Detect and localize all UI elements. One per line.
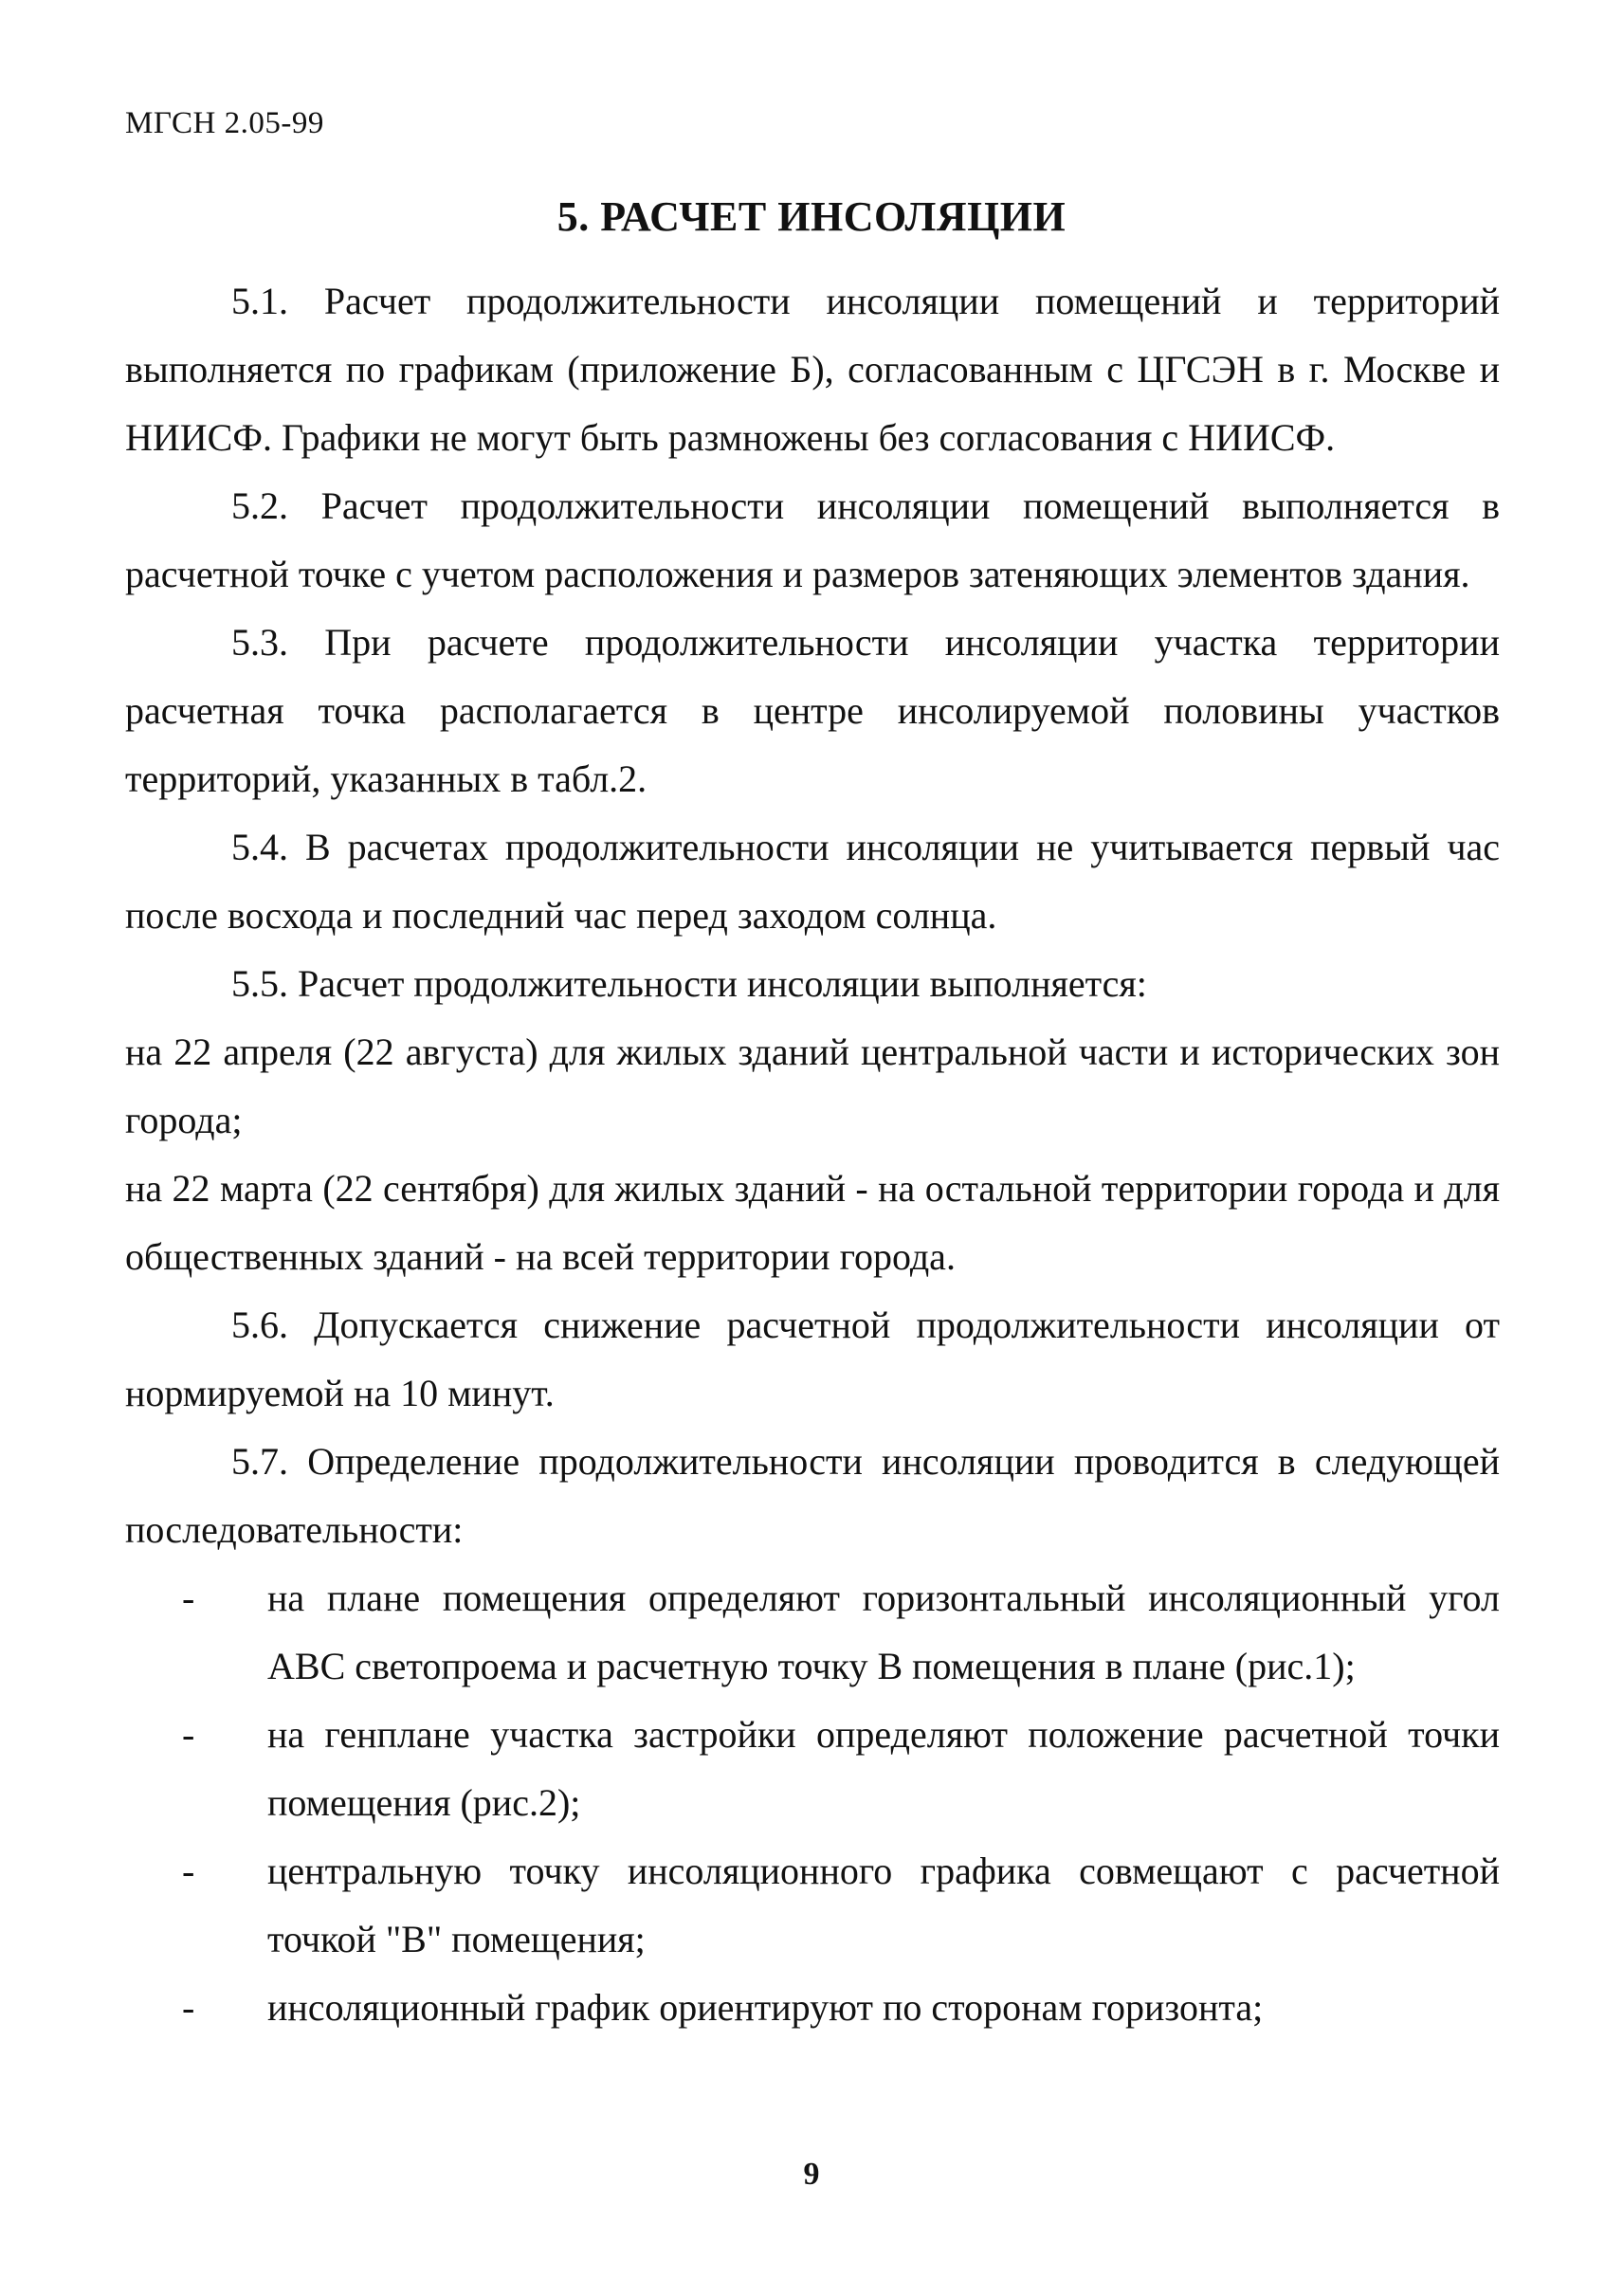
dash-marker: - [182,1576,195,1619]
list-item [182,1564,1500,1701]
list-item-text: центральную точку инсоляционного графика совмещают с расчетной точкой "В" помещения; [267,1850,1500,1960]
section-title: 5. РАСЧЕТ ИНСОЛЯЦИИ [556,193,1067,240]
dash-marker: - [182,1986,195,2029]
paragraph-march-september: на 22 марта (22 сентября) для жилых зданий - на остальной территории города и для общественных зданий - на всей территории города. [125,1167,1500,1278]
paragraph-5-2: 5.2. Расчет продолжительности инсоляции помещений выполняется в расчетной точке с учетом расположения и размеров затеняющих элементов здания. [125,484,1500,595]
list-item-text: на плане помещения определяют горизонтальный инсоляционный угол АВС светопроема и расчетную точку В помещения в плане (рис.1); [267,1576,1500,1687]
paragraph-5-4: 5.4. В расчетах продолжительности инсоляции не учитывается первый час после восхода и последний час перед заходом солнца. [125,826,1500,937]
document-code-header: МГСН 2.05-99 [125,106,324,140]
paragraph-5-5: 5.5. Расчет продолжительности инсоляции выполняется: [231,962,1147,1005]
document-body [125,267,1500,2042]
list-item-text: на генплане участка застройки определяют положение расчетной точки помещения (рис.2); [267,1713,1500,1824]
paragraph-5-7: 5.7. Определение продолжительности инсоляции проводится в следующей последовательности: [125,1440,1500,1551]
paragraph-5-3: 5.3. При расчете продолжительности инсоляции участка территории расчетная точка располагается в центре инсолируемой половины участков территорий, указанных в табл.2. [125,621,1500,800]
list-item [182,1974,1500,2042]
dash-marker: - [182,1850,195,1892]
paragraph-5-6: 5.6. Допускается снижение расчетной продолжительности инсоляции от нормируемой на 10 минут. [125,1303,1500,1414]
list-item-text: инсоляционный график ориентируют по сторонам горизонта; [267,1986,1264,2029]
page-number: 9 [803,2157,820,2192]
paragraph-5-1: 5.1. Расчет продолжительности инсоляции помещений и территорий выполняется по графикам (приложение Б), согласованным с ЦГСЭН в г. Москве и НИИСФ. Графики не могут быть размножены без согласования с НИИСФ. [125,280,1500,459]
dash-marker: - [182,1713,195,1756]
list-item [182,1701,1500,1837]
list-item [182,1837,1500,1974]
paragraph-april-august: на 22 апреля (22 августа) для жилых зданий центральной части и исторических зон города; [125,1030,1500,1141]
